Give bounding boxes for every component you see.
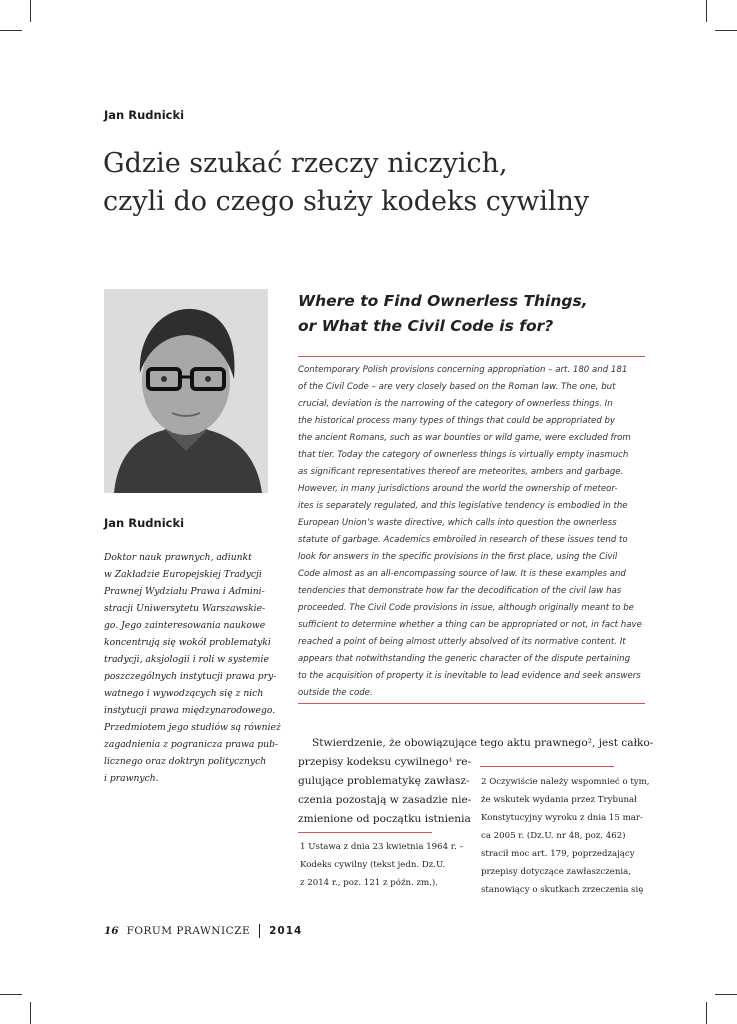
abstract-line: proceeded. The Civil Code provisions in issue, although originally meant to be: [298, 603, 634, 613]
footnote-rule-left: [298, 832, 432, 833]
footnote-line: stanowiący o skutkach zrzeczenia się: [481, 885, 644, 895]
crop-mark: [706, 1002, 707, 1024]
bio-line: zagadnienia z pogranicza prawa pub-: [104, 739, 279, 750]
body-line: zmienione od początku istnienia: [298, 813, 471, 825]
abstract-line: reached a point of being almost utterly absolved of its normative content. It: [298, 637, 626, 647]
body-line: tego aktu prawnego², jest całko-: [480, 737, 654, 749]
crop-mark: [706, 0, 707, 22]
portrait-illustration: [104, 289, 268, 493]
abstract-line: European Union’s waste directive, which calls into question the ownerless: [298, 518, 617, 528]
abstract-line: as significant representatives thereof are meteorites, ambers and garbage.: [298, 467, 624, 477]
bio-line: Przedmiotem jego studiów są również: [104, 722, 281, 733]
english-title-line: Where to Find Ownerless Things,: [298, 292, 588, 310]
footnote-line: przepisy dotyczące zawłaszczenia,: [481, 867, 631, 877]
bio-line: poszczególnych instytucji prawa pry-: [104, 671, 277, 682]
page-footer: [104, 924, 302, 938]
author-bio: [104, 549, 281, 787]
footnote-line: z 2014 r., poz. 121 z późn. zm.).: [300, 878, 438, 888]
crop-mark: [30, 1002, 31, 1024]
footnote-1: [300, 838, 464, 892]
crop-mark: [0, 994, 22, 995]
abstract-line: ites is separately regulated, and this legislative tendency is embodied in the: [298, 501, 628, 511]
journal-name: FORUM PRAWNICZE: [126, 925, 251, 937]
abstract-line: to the acquisition of property it is inevitable to lead evidence and seek answers: [298, 671, 641, 681]
body-column-right: [480, 734, 653, 753]
bio-author-name: Jan Rudnicki: [104, 516, 185, 530]
footnote-2: [481, 773, 650, 899]
bio-line: i prawnych.: [104, 773, 159, 784]
footnote-line: że wskutek wydania przez Trybunał: [481, 795, 637, 805]
crop-mark: [715, 30, 737, 31]
journal-year: 2014: [269, 925, 303, 937]
abstract-line: statute of garbage. Academics embroiled in research of these issues tend to: [298, 535, 628, 545]
abstract-line: However, in many jurisdictions around the world the ownership of meteor-: [298, 484, 618, 494]
bio-line: koncentrują się wokół problematyki: [104, 637, 271, 648]
body-line: Stwierdzenie, że obowiązujące: [312, 737, 477, 749]
article-author: Jan Rudnicki: [104, 108, 185, 122]
article-title: [103, 145, 663, 221]
crop-mark: [715, 994, 737, 995]
abstract-line: the historical process many types of things that could be appropriated by: [298, 416, 616, 426]
bio-line: go. Jego zainteresowania naukowe: [104, 620, 266, 631]
body-column-left: [298, 734, 477, 829]
abstract-line: the ancient Romans, such as war bounties or wild game, were excluded from: [298, 433, 631, 443]
body-line: gulujące problematykę zawłasz-: [298, 775, 470, 787]
footnote-line: ca 2005 r. (Dz.U. nr 48, poz. 462): [481, 831, 626, 841]
page-number: 16: [104, 925, 119, 937]
footnote-line: stracił moc art. 179, poprzedzający: [481, 849, 635, 859]
english-title: [298, 289, 588, 339]
english-title-line: or What the Civil Code is for?: [298, 317, 554, 335]
crop-mark: [0, 30, 22, 31]
body-line: przepisy kodeksu cywilnego¹ re-: [298, 756, 472, 768]
bio-line: Prawnej Wydziału Prawa i Admini-: [104, 586, 265, 597]
footnote-line: 2 Oczywiście należy wspomnieć o tym,: [481, 777, 650, 787]
abstract-line: Contemporary Polish provisions concerning appropriation – art. 180 and 181: [298, 365, 628, 375]
bio-line: licznego oraz doktryn politycznych: [104, 756, 267, 767]
footnote-line: Kodeks cywilny (tekst jedn. Dz.U.: [300, 860, 446, 870]
bio-line: stracji Uniwersytetu Warszawskie-: [104, 603, 266, 614]
author-photo: [104, 289, 268, 493]
abstract: [298, 362, 648, 702]
footnote-line: 1 Ustawa z dnia 23 kwietnia 1964 r. –: [300, 842, 464, 852]
footnote-line: Konstytucyjny wyroku z dnia 15 mar-: [481, 813, 643, 823]
abstract-line: crucial, deviation is the narrowing of the category of ownerless things. In: [298, 399, 613, 409]
footnote-rule-right: [480, 766, 614, 767]
crop-mark: [30, 0, 31, 22]
abstract-line: that tier. Today the category of ownerless things is virtually empty inasmuch: [298, 450, 629, 460]
abstract-line: appears that notwithstanding the generic character of the dispute pertaining: [298, 654, 631, 664]
abstract-line: outside the code.: [298, 688, 373, 698]
footer-divider: [259, 924, 260, 938]
bio-line: instytucji prawa międzynarodowego.: [104, 705, 276, 716]
abstract-bottom-rule: [298, 703, 645, 704]
abstract-line: Code almost as an all-encompassing source of law. It is these examples and: [298, 569, 626, 579]
bio-line: watnego i wywodzących się z nich: [104, 688, 264, 699]
abstract-line: sufficient to determine whether a thing can be appropriated or not, in fact have: [298, 620, 642, 630]
abstract-top-rule: [298, 356, 645, 357]
title-line: Gdzie szukać rzeczy niczyich,: [103, 148, 508, 179]
bio-line: Doktor nauk prawnych, adiunkt: [104, 552, 252, 563]
abstract-line: of the Civil Code – are very closely based on the Roman law. The one, but: [298, 382, 616, 392]
bio-line: tradycji, aksjologii i roli w systemie: [104, 654, 269, 665]
title-line: czyli do czego służy kodeks cywilny: [103, 186, 590, 217]
bio-line: w Zakładzie Europejskiej Tradycji: [104, 569, 262, 580]
abstract-line: look for answers in the specific provisions in the first place, using the Civil: [298, 552, 618, 562]
body-line: czenia pozostają w zasadzie nie-: [298, 794, 472, 806]
abstract-line: tendencies that demonstrate how far the decodification of the civil law has: [298, 586, 622, 596]
